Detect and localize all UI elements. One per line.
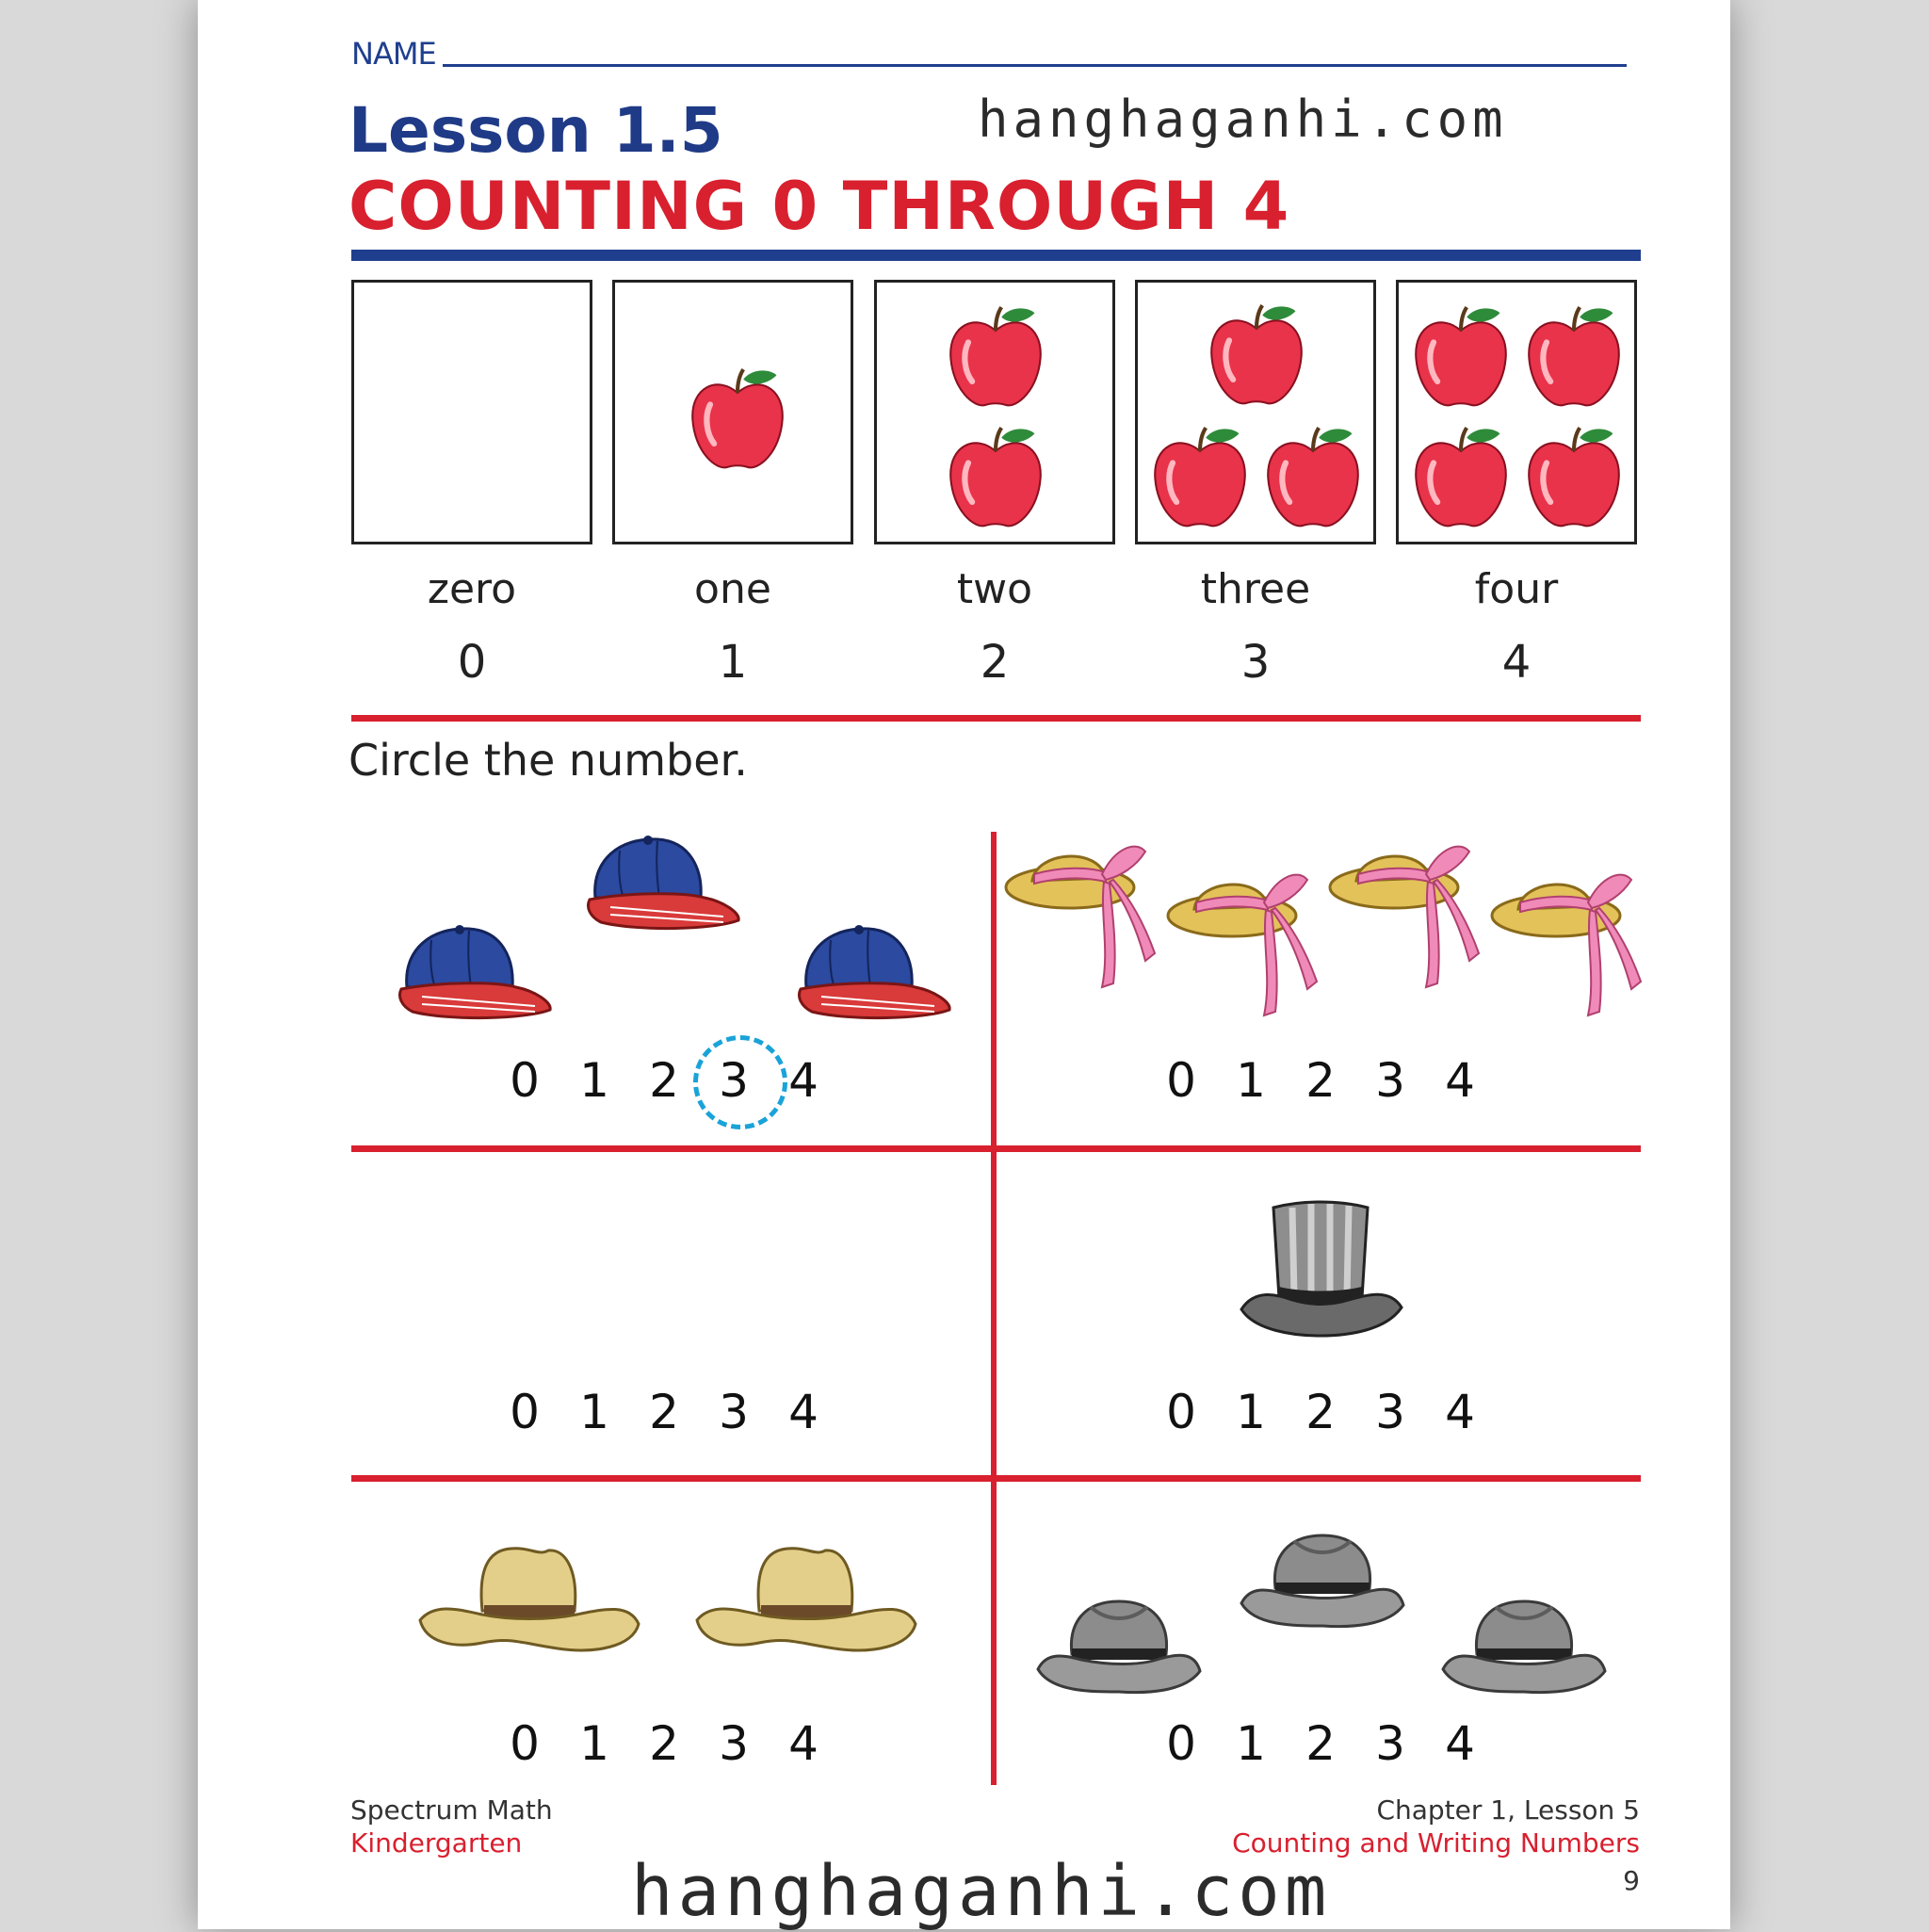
number-word: three xyxy=(1200,565,1311,613)
fedora-hat-icon xyxy=(1034,1594,1204,1697)
count-box-one xyxy=(612,280,853,544)
sun-hat-icon xyxy=(1166,857,1326,1017)
choice-4[interactable]: 4 xyxy=(1445,1385,1475,1439)
choice-3[interactable]: 3 xyxy=(1375,1053,1405,1108)
apple-icon xyxy=(1412,303,1510,411)
choice-3[interactable]: 3 xyxy=(719,1385,749,1439)
name-label: NAME xyxy=(351,36,436,72)
apple-icon xyxy=(947,303,1045,411)
choice-1[interactable]: 1 xyxy=(1236,1716,1266,1771)
choice-0[interactable]: 0 xyxy=(510,1385,540,1439)
number-word: zero xyxy=(427,565,517,613)
choice-4[interactable]: 4 xyxy=(788,1385,819,1439)
count-box-three xyxy=(1135,280,1376,544)
sun-hat-icon xyxy=(1004,829,1164,989)
grid-row-divider xyxy=(351,1145,1641,1152)
choice-3[interactable]: 3 xyxy=(719,1053,749,1108)
choice-1[interactable]: 1 xyxy=(579,1053,609,1108)
choice-0[interactable]: 0 xyxy=(1166,1385,1196,1439)
apple-icon xyxy=(1412,424,1510,531)
apple-icon xyxy=(1264,424,1362,531)
footer-grade: Kindergarten xyxy=(350,1827,523,1859)
choice-0[interactable]: 0 xyxy=(1166,1053,1196,1108)
apple-icon xyxy=(1525,424,1623,531)
number-word: two xyxy=(956,565,1033,613)
footer-book-title: Spectrum Math xyxy=(350,1794,553,1826)
apple-icon xyxy=(689,365,786,473)
instruction-text: Circle the number. xyxy=(349,735,748,786)
choice-2[interactable]: 2 xyxy=(649,1385,679,1439)
sun-hat-icon xyxy=(1328,829,1488,989)
count-box-two xyxy=(874,280,1115,544)
apple-icon xyxy=(1151,424,1249,531)
choice-0[interactable]: 0 xyxy=(1166,1716,1196,1771)
numeral: 0 xyxy=(457,636,487,689)
fedora-hat-icon xyxy=(1238,1528,1407,1632)
choice-1[interactable]: 1 xyxy=(1236,1053,1266,1108)
top-hat-icon xyxy=(1236,1198,1405,1339)
choice-4[interactable]: 4 xyxy=(1445,1053,1475,1108)
fedora-hat-icon xyxy=(1439,1594,1609,1697)
lesson-title: COUNTING 0 THROUGH 4 xyxy=(349,168,1290,245)
baseball-cap-icon xyxy=(394,921,554,1025)
apple-icon xyxy=(947,424,1045,531)
choice-0[interactable]: 0 xyxy=(510,1053,540,1108)
example-circle-mark xyxy=(693,1035,787,1129)
choice-3[interactable]: 3 xyxy=(1375,1385,1405,1439)
apple-icon xyxy=(1525,303,1623,411)
number-word: four xyxy=(1474,565,1559,613)
baseball-cap-icon xyxy=(793,921,953,1025)
section-divider xyxy=(351,715,1641,722)
choice-0[interactable]: 0 xyxy=(510,1716,540,1771)
numeral: 4 xyxy=(1501,636,1532,689)
grid-vertical-divider xyxy=(991,832,997,1785)
count-box-zero xyxy=(351,280,592,544)
footer-section: Counting and Writing Numbers xyxy=(1232,1827,1640,1859)
cowboy-hat-icon xyxy=(416,1545,642,1658)
choice-1[interactable]: 1 xyxy=(579,1385,609,1439)
number-choices xyxy=(490,1716,838,1771)
sun-hat-icon xyxy=(1490,857,1650,1017)
name-input-line[interactable] xyxy=(443,64,1627,67)
choice-3[interactable]: 3 xyxy=(719,1716,749,1771)
apple-icon xyxy=(1208,301,1305,409)
number-choices xyxy=(1146,1053,1495,1108)
page-number: 9 xyxy=(1623,1865,1640,1896)
numeral: 2 xyxy=(980,636,1010,689)
title-underline-bar xyxy=(351,250,1641,261)
choice-2[interactable]: 2 xyxy=(1305,1053,1336,1108)
choice-4[interactable]: 4 xyxy=(1445,1716,1475,1771)
lesson-number: Lesson 1.5 xyxy=(349,94,723,167)
choice-2[interactable]: 2 xyxy=(1305,1385,1336,1439)
cowboy-hat-icon xyxy=(693,1545,919,1658)
choice-2[interactable]: 2 xyxy=(1305,1716,1336,1771)
number-choices xyxy=(490,1385,838,1439)
numeral: 1 xyxy=(718,636,748,689)
count-box-four xyxy=(1396,280,1637,544)
choice-2[interactable]: 2 xyxy=(649,1716,679,1771)
baseball-cap-icon xyxy=(582,832,742,935)
number-choices xyxy=(1146,1716,1495,1771)
numeral: 3 xyxy=(1240,636,1271,689)
watermark-bottom: hanghaganhi.com xyxy=(631,1851,1332,1932)
choice-4[interactable]: 4 xyxy=(788,1716,819,1771)
choice-1[interactable]: 1 xyxy=(1236,1385,1266,1439)
choice-2[interactable]: 2 xyxy=(649,1053,679,1108)
footer-chapter: Chapter 1, Lesson 5 xyxy=(1376,1794,1640,1826)
choice-3[interactable]: 3 xyxy=(1375,1716,1405,1771)
watermark-top: hanghaganhi.com xyxy=(978,89,1508,149)
choice-1[interactable]: 1 xyxy=(579,1716,609,1771)
number-word: one xyxy=(694,565,771,613)
number-choices xyxy=(1146,1385,1495,1439)
grid-row-divider xyxy=(351,1475,1641,1482)
choice-4[interactable]: 4 xyxy=(788,1053,819,1108)
